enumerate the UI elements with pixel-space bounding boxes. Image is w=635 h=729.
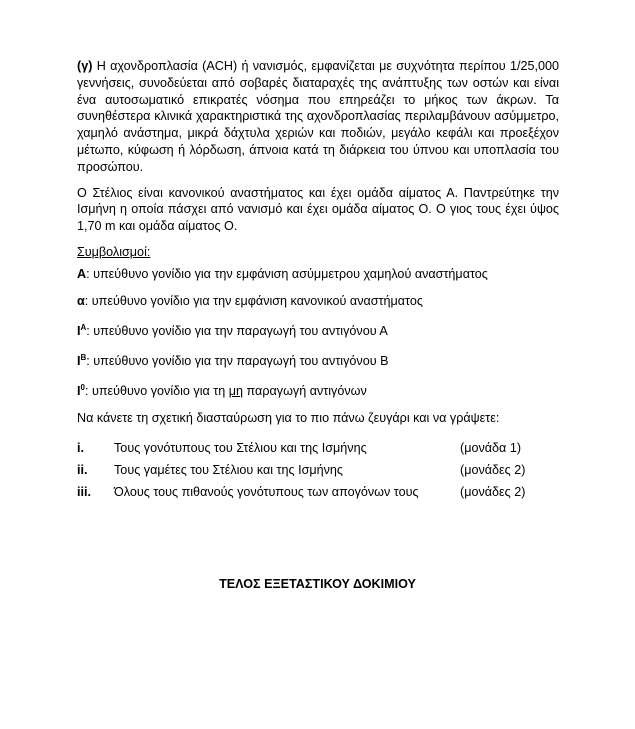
question-number: ii. <box>77 462 88 477</box>
symbol-row-I0 <box>77 380 559 399</box>
symbol-description: : υπεύθυνο γονίδιο για την εμφάνιση κανονικού αναστήματος <box>84 293 423 308</box>
question-number: iii. <box>77 484 91 499</box>
end-of-exam-title: ΤΕΛΟΣ ΕΞΕΤΑΣΤΙΚΟΥ ΔΟΚΙΜΙΟΥ <box>219 577 416 591</box>
symbol-letter: I <box>77 353 81 368</box>
question-row <box>77 462 559 478</box>
symbols-heading-colon: : <box>146 244 151 259</box>
scenario-text: Ο Στέλιος είναι κανονικού αναστήματος και έχει ομάδα αίματος Α. Παντρεύτηκε την Ισμήνη η οποία πάσχει από νανισμό και έχει ομάδα αίματος Ο. Ο γιος τους έχει ύψος 1,70 m και ομάδα αίματος Ο. <box>77 185 559 234</box>
symbols-heading-text: Συμβολισμοί <box>77 244 147 259</box>
symbol-letter: I <box>77 323 81 338</box>
intro-text: Η αχονδροπλασία (ACH) ή νανισμός, εμφανίζεται με συχνότητα περίπου 1/25,000 γεννήσεις, συνοδεύεται από σοβαρές διαταραχές της ανάπτυξης των οστών και είναι ένα αυτοσωματικό επικρατές νόσημα που επηρεάζει το μήκος των άκρων. Τα συνηθέστερα κλινικά χαρακτηριστικά της αχονδροπλασίας περιλαμβάνουν ασύμμετρο, χαμηλό ανάστημα, μικρά δάχτυλα χεριών και ποδιών, μεγάλο κεφάλι και προεξέχον μέτωπο, κύφωση ή λόρδωση, άπνοια κατά τη διάρκεια του ύπνου και υποπλασία του προσώπου. <box>77 59 559 174</box>
symbol-description: : υπεύθυνο γονίδιο για την παραγωγή του αντιγόνου Β <box>86 353 389 368</box>
symbol-description: : υπεύθυνο γονίδιο για την εμφάνιση ασύμμετρου χαμηλού αναστήματος <box>86 266 488 281</box>
question-text: Τους γαμέτες του Στέλιου και της Ισμήνης <box>114 462 343 477</box>
symbol-letter: A <box>77 266 87 281</box>
symbols-heading <box>77 244 559 260</box>
symbol-row-IB <box>77 350 559 369</box>
question-text: Τους γονότυπους του Στέλιου και της Ισμήνης <box>114 440 367 455</box>
question-number: i. <box>77 440 84 455</box>
symbol-description: : υπεύθυνο γονίδιο για την παραγωγή του αντιγόνου Α <box>86 323 388 338</box>
question-text: Όλους τους πιθανούς γονότυπους των απογόνων τους <box>114 484 419 499</box>
symbol-superscript: B <box>80 352 87 362</box>
question-marks: (μονάδες 2) <box>460 484 526 499</box>
question-marks: (μονάδα 1) <box>460 440 522 455</box>
symbol-row-IA <box>77 320 559 339</box>
symbol-superscript: A <box>80 322 87 332</box>
scenario-paragraph <box>77 185 559 235</box>
intro-paragraph <box>77 58 559 176</box>
question-row <box>77 484 559 500</box>
instruction-text: Να κάνετε τη σχετική διασταύρωση για το πιο πάνω ζευγάρι και να γράψετε: <box>77 410 500 425</box>
symbol-row-A <box>77 266 559 282</box>
symbol-description: : υπεύθυνο γονίδιο για τη <box>84 383 229 398</box>
symbol-row-alpha <box>77 293 559 309</box>
question-label: (γ) <box>77 59 93 73</box>
symbol-letter: I <box>77 383 81 398</box>
symbol-description-underlined: μη <box>228 383 244 398</box>
symbol-description-end: παραγωγή αντιγόνων <box>243 383 367 398</box>
question-row <box>77 440 559 456</box>
symbol-superscript: 0 <box>80 382 85 392</box>
exam-page-content <box>77 58 559 506</box>
symbol-letter: α <box>77 293 85 308</box>
question-marks: (μονάδες 2) <box>460 462 526 477</box>
